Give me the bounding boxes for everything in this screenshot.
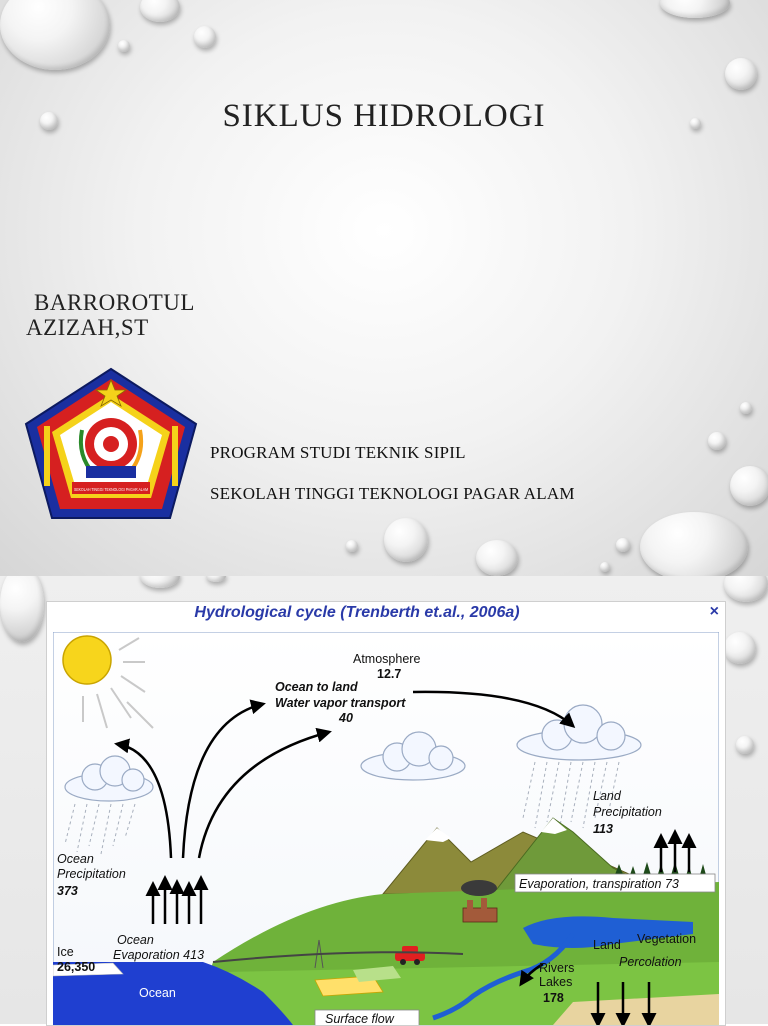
water-droplet xyxy=(476,540,518,576)
water-droplet xyxy=(730,466,768,506)
label-rivers: Rivers xyxy=(539,961,575,975)
water-droplet xyxy=(724,632,756,664)
label-evapotranspiration: Evaporation, transpiration 73 xyxy=(519,877,679,891)
value-ocean-precip: 373 xyxy=(57,884,78,898)
label-water-vapor-transport: Water vapor transport xyxy=(275,696,406,710)
water-droplet xyxy=(384,518,428,562)
label-ocean-precip-1: Ocean xyxy=(57,852,94,866)
label-vegetation: Vegetation xyxy=(637,932,697,946)
water-droplet xyxy=(616,538,630,552)
label-land-precip-1: Land xyxy=(593,789,621,803)
water-droplet xyxy=(640,512,748,576)
water-droplet xyxy=(736,736,754,754)
diagram-title: Hydrological cycle (Trenberth et.al., 2006a) xyxy=(194,604,520,621)
water-droplet xyxy=(724,576,768,602)
school-name: SEKOLAH TINGGI TEKNOLOGI PAGAR ALAM xyxy=(210,484,575,503)
hydrological-cycle-diagram xyxy=(46,601,726,1026)
value-transport: 40 xyxy=(339,711,353,725)
label-ocean-evap-2: Evaporation 413 xyxy=(113,948,205,962)
water-droplet xyxy=(660,0,730,18)
cycle-scene xyxy=(53,632,719,1025)
value-atmosphere: 12.7 xyxy=(377,667,402,681)
water-droplet xyxy=(206,576,226,582)
water-droplet xyxy=(0,576,44,642)
water-droplet xyxy=(346,540,358,552)
water-droplet xyxy=(740,402,752,414)
label-ice: Ice xyxy=(57,945,74,959)
label-ocean-evap-1: Ocean xyxy=(117,933,154,947)
label-ocean-precip-2: Precipitation xyxy=(57,867,126,881)
slide-title: SIKLUS HIDROLOGI xyxy=(222,98,546,134)
institution-logo-icon xyxy=(22,366,200,524)
label-land-precip-2: Precipitation xyxy=(593,805,662,819)
label-atmosphere: Atmosphere xyxy=(353,652,421,666)
value-ice: 26,350 xyxy=(57,960,96,974)
author-line-1: BARROROTUL xyxy=(34,290,195,315)
label-lakes: Lakes xyxy=(539,975,573,989)
water-droplet xyxy=(194,26,216,48)
logo-text: SEKOLAH TINGGI TEKNOLOGI PAGAR ALAM xyxy=(74,487,149,492)
water-droplet xyxy=(0,0,110,70)
value-rivers-lakes: 178 xyxy=(543,991,564,1005)
water-droplet xyxy=(708,432,726,450)
water-droplet xyxy=(118,40,130,52)
water-droplet xyxy=(140,0,180,22)
water-droplet xyxy=(600,562,610,572)
label-land: Land xyxy=(593,938,621,952)
program-name: PROGRAM STUDI TEKNIK SIPIL xyxy=(210,443,466,462)
label-percolation: Percolation xyxy=(619,955,682,969)
water-droplet xyxy=(725,58,757,90)
label-surface-flow: Surface flow xyxy=(325,1012,394,1025)
value-land-precip: 113 xyxy=(593,822,613,836)
author-line-2: AZIZAH,ST xyxy=(26,315,149,340)
author-name xyxy=(26,290,195,340)
label-ocean-to-land: Ocean to land xyxy=(275,680,358,694)
label-ocean: Ocean xyxy=(139,986,176,1000)
close-icon[interactable]: × xyxy=(709,603,719,620)
water-droplet xyxy=(140,576,180,588)
